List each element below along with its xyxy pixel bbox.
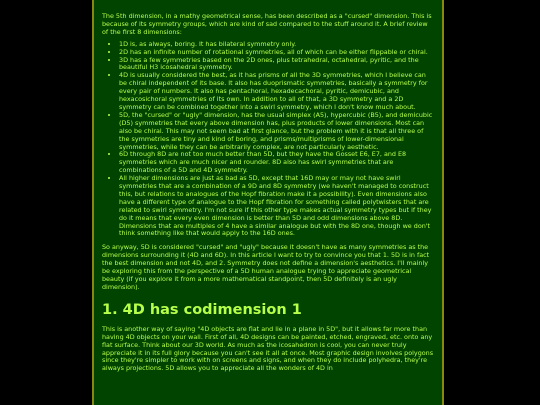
summary-paragraph: So anyway, 5D is considered "cursed" and "ugly" because it doesn't have as many symmetries as the dimensions surrounding it (4D and 6D). In this article I want to try to convince you that 1. 5D is in fact the best dimension and not 4D, and 2. Symmetry does not define a dimension's aesthetics. I'll mainly be exploring this from the perspective of a 5D human analogue trying to appreciate geometrical beauty (if you explore it from a more mathematical standpoint, then 5D definitely is an ugly dimension). [102,243,430,291]
list-item: • All higher dimensions are just as bad as 5D, except that 16D may or may not have swirl symmetries that are a combination of a 9D and 8D symmetry (we haven't managed to construct this, but relations to analogues of the Hopf fibration make it a possibility). Even dimensions also have a different type of analogue to the Hopf fibration for something called polytwisters that are related to swirl symmetry. I'm not sure if this other type makes actual symmetry types but if they do it means that every even dimension is better than 5D and odd dimensions above 8D. Dimensions that are multiples of 4 have a similar analogue but with the 8D one, though we don't think something like that would apply to the 16D ones. [119,175,435,238]
section-heading: 1. 4D has codimension 1 [102,301,302,318]
list-item: • 3D has a few symmetries based on the 2D ones, plus tetrahedral, octahedral, pyritic, and the beautiful H3 icosahedral symmetry. [119,57,435,73]
list-item: • 1D is, as always, boring. It has bilateral symmetry only. [119,41,435,49]
list-item: • 6D through 8D are not too much better than 5D, but they have the Gosset E6, E7, and E8 symmetries which are much nicer and rounder. 8D also has swirl symmetries that are combinations of a 5D and 4D symmetry. [119,151,435,175]
list-item: • 4D is usually considered the best, as it has prisms of all the 3D symmetries, which I believe can be chiral independent of its base. It also has duoprismatic symmetries, basically a symmetry for every pair of numbers. It also has pentachoral, hexadecachoral, pyritic, demicubic, and hexacosichoral symmetries of its own. In addition to all of that, a 3D symmetry and a 2D symmetry can be combined together into a swirl symmetry, which I don't know much about. [119,72,435,112]
dimensions-list [102,41,435,239]
section-paragraph: This is another way of saying "4D objects are flat and lie in a plane in 5D", but it allows far more than having 4D objects on your wall. First of all, 4D designs can be painted, etched, engraved, etc. onto any flat surface. Think about our 3D world. As much as the icosahedron is cool, you can never truly appreciate it in its full glory because you can't see it all at once. Most graphic design involves polygons since they're simpler to work with on screens and signs, and when they do include polyhedra, they're always projections. 5D allows you to appreciate all the wonders of 4D in [102,324,434,373]
list-item: • 2D has an infinite number of rotational symmetries, all of which can be either flippable or chiral. [119,49,435,57]
article-content [94,0,442,373]
list-item: • 5D, the "cursed" or "ugly" dimension, has the usual simplex (A5), hypercubic (B5), and demicubic (D5) symmetries that every above dimension has, plus products of lower dimensions. Most can also be chiral. This may not seem bad at first glance, but the problem with it is that all three of the symmetries are tiny and kind of boring, and prisms/multiprisms of lower-dimensional symmetries, while they can be arbitrarily complex, are not particularly aesthetic. [119,112,435,152]
intro-paragraph: The 5th dimension, in a mathy geometrical sense, has been described as a "cursed" dimension. This is because of its symmetry groups, which are kind of sad compared to the stuff around it. A brief review of the first 8 dimensions: [102,12,432,36]
article-frame [92,0,444,405]
